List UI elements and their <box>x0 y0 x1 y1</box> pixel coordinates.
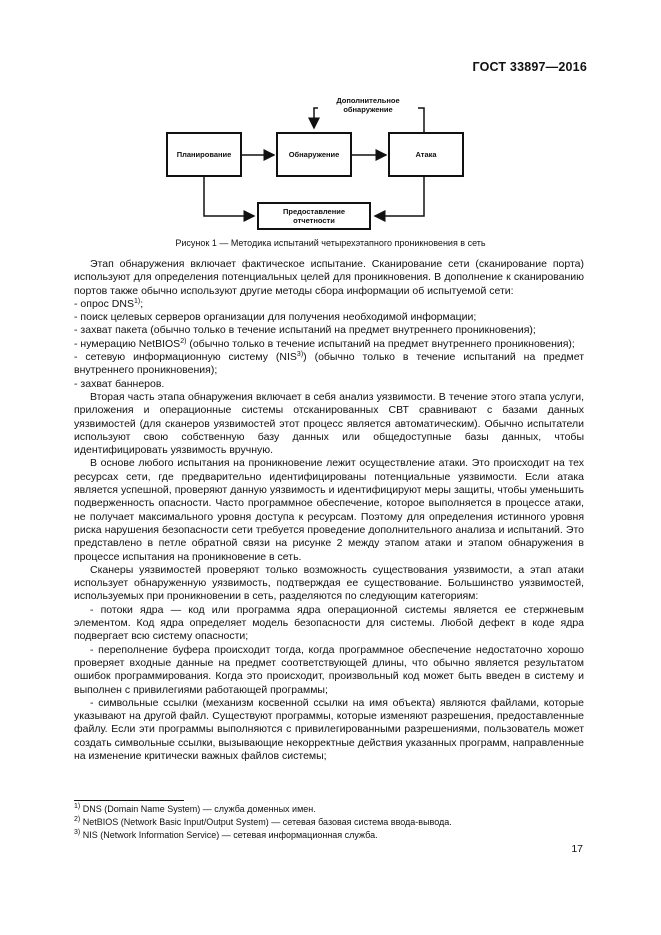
box-planning <box>166 132 242 177</box>
box-attack-label: Атака <box>415 150 437 159</box>
footnote-2-mark: 2) <box>74 816 81 823</box>
list-item-netbios-end: (обычно только в течение испытаний на предмет внутреннего проникновения); <box>186 337 575 350</box>
footnote-divider <box>74 800 184 801</box>
footnote-1-text: DNS (Domain Name System) — служба доменных имен. <box>80 804 316 814</box>
label-additional-discovery <box>318 96 418 114</box>
page-number: 17 <box>571 843 583 855</box>
methodology-diagram <box>0 0 661 260</box>
list-item-netbios-text: - нумерацию NetBIOS <box>74 337 181 350</box>
box-planning-label: Планирование <box>176 150 232 159</box>
list-item-nis-text: - сетевую информационную систему (NIS <box>74 351 297 364</box>
list-item-packet: - захват пакета (обычно только в течение испытаний на предмет внутреннего проникновения); <box>74 324 536 337</box>
list-item-nis <box>74 351 584 378</box>
footnotes <box>74 803 584 842</box>
category-buffer-overflow: - переполнение буфера происходит тогда, когда программное обеспечение недостаточно хорошо проверяет входные данные на предмет соответствующей длины, что обычно является результатом ошибок программирования. Когда это происходит, произвольный код может быть введен в систему и выполнен с привилегиями работающей программы; <box>74 643 584 696</box>
footnote-3-text: NIS (Network Information Service) — сетевая информационная служба. <box>80 830 378 840</box>
paragraph-1: Этап обнаружения включает фактическое испытание. Сканирование сети (сканирование порта) используют для определения потенциальных целей для проникновения. В дополнение к сканированию портов также обычно используют другие методы сбора информации об испытуемой сети: <box>74 258 584 297</box>
box-discovery <box>276 132 352 177</box>
list-item-nis-end: ) (обычно только в течение испытаний на предмет внутреннего проникновения); <box>74 351 584 377</box>
list-item-netbios <box>74 338 584 351</box>
label-additional-line-1: Дополнительное <box>336 96 400 105</box>
box-report-label-2: отчетности <box>293 216 335 225</box>
footnote-ref-3: 3) <box>296 351 304 359</box>
label-additional-line-2: обнаружение <box>343 105 393 114</box>
arrow-plan-report <box>204 177 254 216</box>
footnote-3 <box>74 829 584 842</box>
standard-header: ГОСТ 33897—2016 <box>472 60 587 74</box>
figure-caption: Рисунок 1 — Методика испытаний четырехэтапного проникновения в сеть <box>175 238 486 248</box>
box-discovery-label: Обнаружение <box>288 150 340 159</box>
body-text <box>74 258 584 763</box>
footnote-2 <box>74 816 584 829</box>
footnote-3-mark: 3) <box>74 829 81 836</box>
list-item-servers: - поиск целевых серверов организации для получения необходимой информации; <box>74 311 477 324</box>
paragraph-4: Сканеры уязвимостей проверяют только возможность существования уязвимости, а этап атаки использует обнаруженную уязвимость, подтверждая ее существование. Большинство уязвимостей, используемых при проникновении в сеть, разделяются по следующим категориям: <box>74 563 584 603</box>
arrow-attack-report <box>375 177 424 216</box>
footnote-2-text: NetBIOS (Network Basic Input/Output System) — сетевая базовая система ввода-вывода. <box>80 817 452 827</box>
category-kernel: - потоки ядра — код или программа ядра операционной системы является ее стержневым элементом. Код ядра определяет модель безопасности для системы. Любой дефект в коде ядра подвергает всю систему опасности; <box>74 603 584 643</box>
list-item-dns <box>74 298 584 311</box>
category-symlinks: - символьные ссылки (механизм косвенной ссылки на имя объекта) являются файлами, которые указывают на другой файл. Существуют программы, которые изменяют разрешения, предоставленные файлу. Если эти программы выполняются с привилегированными разрешениями, пользователь может создать символьные ссылки, вызывающие некорректные действия указанных программ, направленные на изменение критически важных файлов системы; <box>74 696 584 762</box>
footnote-1-mark: 1) <box>74 803 81 810</box>
box-attack <box>388 132 464 177</box>
paragraph-3: В основе любого испытания на проникновение лежит осуществление атаки. Это происходит на тех ресурсах сети, где предварительно идентифицированы потенциальные уязвимости. Если атака является успешной, проверяют данную уязвимость и идентифицируют меры защиты, чтобы уменьшить подверженность опасности. Часто программное обеспечение, которое выполняется в процессе атаки, не получает максимального уровня доступа к ресурсам. Поэтому для определения истинного уровня риска нарушения безопасности сети требуется проведение дополнительного анализа и испытаний. Это представлено в петле обратной связи на рисунке 2 между этапом атаки и этапом обнаружения в процессе испытания на проникновение в сеть. <box>74 457 584 563</box>
list-item-dns-text: - опрос DNS <box>74 297 134 310</box>
list-item-dns-end: ; <box>140 297 144 310</box>
footnote-1 <box>74 803 584 816</box>
list-item-banners: - захват баннеров. <box>74 377 165 390</box>
footnote-ref-1: 1) <box>133 297 141 305</box>
paragraph-2: Вторая часть этапа обнаружения включает в себя анализ уязвимости. В течение этого этапа услуги, приложения и операционные системы отсканированных СВТ сравнивают с базами данных уязвимостей (для сканеров уязвимостей этот процесс является автоматическим). Обычно испытатели используют свою собственную базу данных или общедоступные базы данных, чтобы идентифицировать уязвимость вручную. <box>74 390 584 457</box>
footnote-ref-2: 2) <box>180 337 187 345</box>
box-report-label-1: Предоставление <box>282 207 346 216</box>
box-report <box>257 202 371 230</box>
